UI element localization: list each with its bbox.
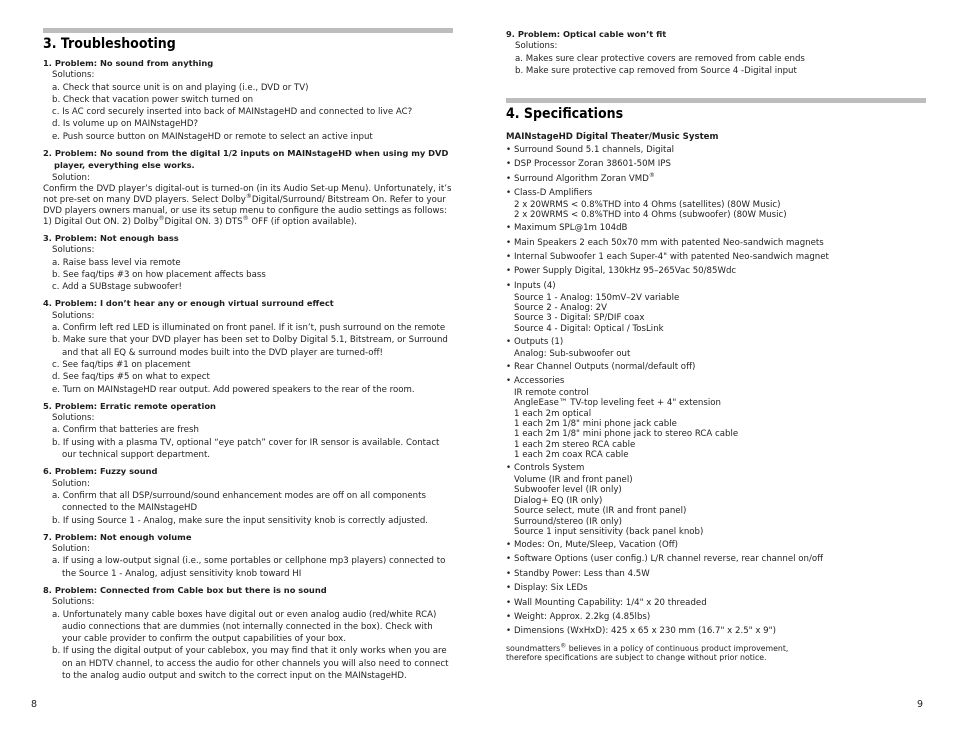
spec-text: Maximum SPL@1m 104dB — [514, 223, 628, 234]
spec-detail: 1 each 2m optical — [514, 408, 592, 419]
solution-line: a. Raise bass level via remote — [52, 257, 181, 268]
problem-1 — [43, 57, 453, 143]
problem-5 — [43, 400, 453, 461]
spec-row — [506, 463, 926, 475]
spec-detail: 1 each 2m coax RCA cable — [514, 450, 629, 461]
bullet: • — [506, 612, 512, 623]
spec-item — [506, 626, 926, 638]
spec-detail: 2 x 20WRMS < 0.8%THD into 4 Ohms (subwoofer) (80W Music) — [514, 210, 787, 221]
spec-detail: Volume (IR and front panel) — [514, 474, 633, 485]
spec-item — [506, 337, 926, 359]
bullet: • — [506, 554, 512, 565]
spec-item — [506, 540, 926, 552]
problem-title: 9. Problem: Optical cable won’t fit — [506, 29, 667, 39]
spec-row — [506, 266, 926, 278]
solution-line: Solutions: — [52, 245, 95, 256]
spec-row — [506, 252, 926, 264]
spec-item — [506, 238, 926, 250]
spec-item — [506, 463, 926, 537]
spec-text: Display: Six LEDs — [514, 583, 588, 594]
spec-text: Surround Algorithm Zoran VMD — [514, 173, 649, 184]
spec-text: Power Supply Digital, 130kHz 95–265Vac 50/85Wdc — [514, 266, 737, 277]
problem-title-text: 6. Problem: Fuzzy sound — [43, 466, 158, 477]
spec-detail: Source 4 - Digital: Optical / TosLink — [514, 323, 664, 334]
spec-text: Accessories — [514, 376, 565, 387]
spec-text: Dimensions (WxHxD): 425 x 65 x 230 mm (16.7" x 2.5" x 9") — [514, 626, 776, 637]
spec-text: Wall Mounting Capability: 1/4" x 20 threaded — [514, 597, 707, 608]
heading-rule — [43, 28, 453, 33]
spec-item — [506, 554, 926, 566]
bullet: • — [506, 188, 512, 199]
problem-title — [43, 297, 453, 309]
solution-line: b. If using the digital output of your cablebox, you may find that it only works when you are on an HDTV channel, to access the audio for other channels you will also need to connect to the analog audio output and switch to the correct input on the MAINstageHD. — [52, 646, 449, 682]
solution-line: a. Makes sure clear protective covers are removed from cable ends — [515, 53, 805, 64]
spec-row — [506, 337, 926, 349]
bullet: • — [506, 173, 512, 184]
spec-text: Surround Sound 5.1 channels, Digital — [514, 144, 674, 155]
problem-title-text: 5. Problem: Erratic remote operation — [43, 400, 216, 411]
specifications-heading: 4. Specifications — [506, 106, 624, 123]
bullet: • — [506, 223, 512, 234]
problem-7 — [43, 531, 453, 580]
bullet: • — [506, 361, 512, 372]
spec-item — [506, 145, 926, 157]
footnote-text: believes in a policy of continuous product improvement, — [566, 644, 789, 654]
problem-2 — [43, 147, 453, 228]
bullet: • — [506, 237, 512, 248]
solution-line: a. If using a low-output signal (i.e., some portables or cellphone mp3 players) connected to the Source 1 - Analog, adjust sensitivity knob toward HI — [52, 556, 446, 579]
solution-line: Solution: — [52, 478, 90, 489]
spec-text: Outputs (1) — [514, 336, 564, 347]
spec-detail: Dialog+ EQ (IR only) — [514, 495, 603, 506]
bullet: • — [506, 336, 512, 347]
spec-text: Inputs (4) — [514, 280, 556, 291]
bullet: • — [506, 568, 512, 579]
problem-4 — [43, 297, 453, 395]
footnote — [506, 642, 926, 663]
bullet: • — [506, 626, 512, 637]
spec-item — [506, 583, 926, 595]
reg-mark: ® — [158, 215, 165, 223]
solution-line: a. Unfortunately many cable boxes have digital out or even analog audio (red/white RCA) audio connections that are dummies (not internally connected in the box). Check with your cable provider to confirm the output capabilities of your box. — [52, 609, 437, 645]
spec-item — [506, 159, 926, 171]
problem-title — [43, 465, 453, 477]
solution-line: b. Make sure that your DVD player has been set to Dolby Digital 5.1, Bitstream, or Surround and that all EQ & surround modes built into the DVD player are turned-off! — [52, 335, 448, 358]
spec-row — [506, 281, 926, 293]
spec-text: DSP Processor Zoran 38601-50M IPS — [514, 159, 671, 170]
problem-3 — [43, 232, 453, 293]
problem-title-cont: player, everything else works. — [54, 160, 195, 171]
para-text: Digital ON. 3) DTS — [164, 216, 243, 227]
bullet: • — [506, 252, 512, 263]
bullet: • — [506, 266, 512, 277]
solution-line: Solutions: — [52, 413, 95, 424]
spec-item — [506, 223, 926, 235]
spec-item — [506, 362, 926, 374]
problem-9 — [506, 28, 926, 77]
solution-line: c. Is AC cord securely inserted into back of MAINstageHD and connected to live AC? — [52, 107, 413, 118]
solution-line: e. Turn on MAINstageHD rear output. Add powered speakers to the rear of the room. — [52, 384, 415, 395]
right-page — [506, 28, 926, 663]
solution-line: b. See faq/tips #3 on how placement affects bass — [52, 269, 266, 280]
solution-line: Solution: — [52, 544, 90, 555]
problem-6 — [43, 465, 453, 526]
solution-line: a. Confirm that all DSP/surround/sound enhancement modes are off on all components connected to the MAINstageHD — [52, 490, 426, 514]
spec-row — [506, 554, 926, 566]
solution-line: a. Check that source unit is on and playing (i.e., DVD or TV) — [52, 82, 309, 93]
spec-detail: IR remote control — [514, 387, 589, 398]
spec-item — [506, 569, 926, 581]
problem-title — [43, 400, 453, 412]
left-page — [43, 28, 453, 682]
spec-detail: AngleEase™ TV-top leveling feet + 4" extension — [514, 398, 721, 409]
spec-text: Modes: On, Mute/Sleep, Vacation (Off) — [514, 540, 678, 551]
spec-text: Main Speakers 2 each 50x70 mm with patented Neo-sandwich magnets — [514, 237, 824, 248]
solution-line: b. Make sure protective cap removed from Source 4 -Digital input — [515, 65, 797, 76]
spec-row — [506, 626, 926, 638]
para-text: Confirm the DVD player’s digital-out is turned-on (in its Audio Set-up Menu). Unfortunately, it’s not pre-set on many DVD players. Select Dolby — [43, 183, 452, 205]
footnote-brand: soundmatters — [506, 644, 561, 654]
footnote-text-2: therefore specifications are subject to change without prior notice. — [506, 652, 767, 662]
spec-row — [506, 159, 926, 171]
para-text: OFF (if option available). — [248, 216, 358, 227]
problem-title — [43, 232, 453, 244]
problem-title-text: 2. Problem: No sound from the digital 1/2 inputs on MAINstageHD when using my DVD — [43, 148, 449, 159]
spec-item — [506, 252, 926, 264]
spec-text: Standby Power: Less than 4.5W — [514, 568, 650, 579]
reg-mark: ® — [242, 215, 249, 223]
problem-8 — [43, 584, 453, 682]
bullet: • — [506, 376, 512, 387]
solution-line: b. If using with a plasma TV, optional “eye patch” cover for IR sensor is available. Contact our technical support department. — [52, 437, 440, 461]
spec-detail: Subwoofer level (IR only) — [514, 485, 622, 496]
spec-detail: Source 1 input sensitivity (back panel knob) — [514, 526, 704, 537]
spec-detail: Source select, mute (IR and front panel) — [514, 506, 687, 517]
spec-text: Weight: Approx. 2.2kg (4.85lbs) — [514, 612, 651, 623]
spec-row — [506, 145, 926, 157]
solution-line: b. Check that vacation power switch turned on — [52, 94, 254, 105]
spec-row — [506, 612, 926, 624]
solution-line: Solutions: — [52, 597, 95, 608]
spec-item — [506, 266, 926, 278]
spec-text: Class-D Amplifiers — [514, 188, 593, 199]
heading-rule — [506, 98, 926, 103]
solution-line: d. Is volume up on MAINstageHD? — [52, 119, 199, 130]
spec-text: Internal Subwoofer 1 each Super-4" with patented Neo-sandwich magnet — [514, 252, 829, 263]
solution-line: d. See faq/tips #5 on what to expect — [52, 372, 210, 383]
bullet: • — [506, 540, 512, 551]
solution-line: e. Push source button on MAINstageHD or remote to select an active input — [52, 131, 373, 142]
bullet: • — [506, 159, 512, 170]
spec-item — [506, 281, 926, 334]
bullet: • — [506, 280, 512, 291]
spec-row — [506, 238, 926, 250]
problem-title-text: 3. Problem: Not enough bass — [43, 232, 179, 243]
product-subheading: MAINstageHD Digital Theater/Music System — [506, 132, 719, 143]
bullet: • — [506, 583, 512, 594]
bullet: • — [506, 463, 512, 474]
spec-row — [506, 540, 926, 552]
reg-mark: ® — [245, 193, 252, 201]
solution-line: Solutions: — [515, 41, 558, 52]
spec-row — [506, 171, 926, 186]
spec-row — [506, 376, 926, 388]
solution-paragraph — [43, 184, 453, 228]
troubleshooting-heading: 3. Troubleshooting — [43, 36, 176, 52]
spec-detail: Surround/stereo (IR only) — [514, 516, 623, 527]
spec-item — [506, 171, 926, 186]
spec-list — [506, 145, 926, 638]
spec-text: Rear Channel Outputs (normal/default off) — [514, 361, 696, 372]
spec-item — [506, 612, 926, 624]
spec-detail: Source 1 - Analog: 150mV–2V variable — [514, 292, 680, 303]
reg-mark: ® — [648, 171, 655, 179]
solution-line: Solution: — [52, 172, 90, 183]
solution-line: a. Confirm left red LED is illuminated on front panel. If it isn’t, push surround on the remote — [52, 323, 446, 334]
problem-title-text: 8. Problem: Connected from Cable box but there is no sound — [43, 584, 327, 595]
problem-title — [43, 531, 453, 543]
para-text: Digital/Surround/ Bitstream On. Refer to your DVD players owners manual, or use its setup menu to configure the audio settings as follows: 1) Digital Out ON. 2) Dolby — [43, 194, 447, 227]
spec-row — [506, 188, 926, 200]
problem-title — [43, 584, 453, 596]
spec-detail: Analog: Sub-subwoofer out — [514, 348, 631, 359]
spec-detail: Source 3 - Digital: SP/DIF coax — [514, 313, 645, 324]
problem-list — [43, 57, 453, 682]
spec-row — [506, 362, 926, 374]
solution-line: b. If using Source 1 - Analog, make sure the input sensitivity knob is correctly adjusted. — [52, 515, 429, 526]
spec-text: Software Options (user config.) L/R channel reverse, rear channel on/off — [514, 554, 824, 565]
page-number-right: 9 — [917, 699, 924, 710]
spec-row — [506, 583, 926, 595]
solution-line: c. Add a SUBstage subwoofer! — [52, 282, 182, 293]
problem-title-text: 4. Problem: I don’t hear any or enough virtual surround effect — [43, 298, 334, 309]
solution-line: a. Confirm that batteries are fresh — [52, 425, 199, 436]
spec-detail: 2 x 20WRMS < 0.8%THD into 4 Ohms (satellites) (80W Music) — [514, 199, 781, 210]
bullet: • — [506, 144, 512, 155]
spec-detail: Source 2 - Analog: 2V — [514, 302, 607, 313]
spec-item — [506, 598, 926, 610]
bullet: • — [506, 597, 512, 608]
spec-item — [506, 188, 926, 221]
spec-item — [506, 376, 926, 461]
problem-title — [43, 147, 453, 172]
solution-line: Solutions: — [52, 70, 95, 81]
solution-line: Solutions: — [52, 310, 95, 321]
spec-detail: 1 each 2m 1/8" mini phone jack to stereo RCA cable — [514, 429, 739, 440]
solution-line: c. See faq/tips #1 on placement — [52, 359, 191, 370]
footnote-reg-mark: ® — [560, 642, 567, 650]
page-number-left: 8 — [31, 699, 38, 710]
spec-detail: 1 each 2m stereo RCA cable — [514, 439, 636, 450]
problem-title-text: 1. Problem: No sound from anything — [43, 58, 214, 68]
problem-title-text: 7. Problem: Not enough volume — [43, 531, 192, 542]
spec-row — [506, 569, 926, 581]
spec-text: Controls System — [514, 463, 585, 474]
spec-row — [506, 223, 926, 235]
spec-detail: 1 each 2m 1/8" mini phone jack cable — [514, 418, 677, 429]
problem-title — [43, 57, 453, 69]
spec-row — [506, 598, 926, 610]
